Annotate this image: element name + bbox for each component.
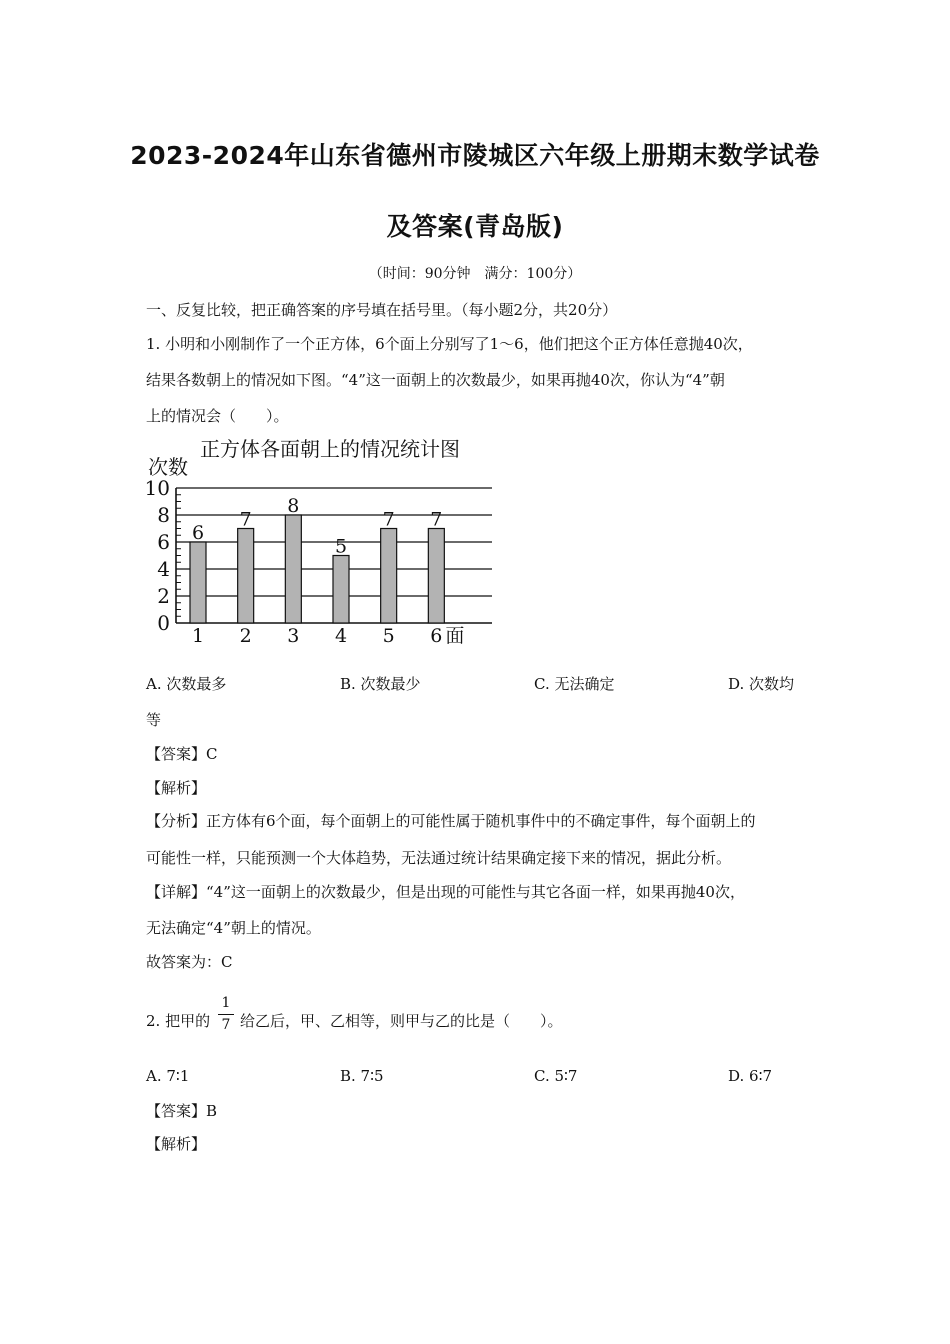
q1-option-c: C. 无法确定 bbox=[534, 675, 615, 693]
bar-value-label: 7 bbox=[382, 508, 395, 531]
q1-option-d-wrap: 等 bbox=[146, 711, 162, 729]
bar-value-label: 6 bbox=[191, 522, 205, 544]
q1-analysis-label: 【解析】 bbox=[146, 779, 207, 797]
chart-title: 正方体各面朝上的情况统计图 bbox=[200, 437, 460, 461]
q2-text-suffix: 给乙后，甲、乙相等，则甲与乙的比是（ ）。 bbox=[240, 1012, 563, 1030]
bar bbox=[428, 529, 444, 624]
q1-answer: 【答案】C bbox=[146, 745, 218, 763]
q1-option-a: A. 次数最多 bbox=[146, 675, 227, 693]
bar bbox=[238, 529, 254, 624]
q2-fraction-numerator: 1 bbox=[221, 995, 231, 1011]
q2-option-a: A. 7∶1 bbox=[146, 1067, 190, 1085]
y-tick-label: 4 bbox=[157, 557, 170, 581]
bar-value-label: 8 bbox=[287, 495, 300, 517]
section-heading: 一、反复比较，把正确答案的序号填在括号里。（每小题2分，共20分） bbox=[146, 301, 618, 319]
x-tick-label: 2 bbox=[239, 625, 252, 647]
q2-option-c: C. 5∶7 bbox=[534, 1067, 578, 1085]
chart-y-axis-label: 次数 bbox=[148, 455, 188, 479]
x-tick-label: 5 bbox=[382, 625, 395, 647]
x-axis-label: 面 bbox=[445, 625, 465, 647]
q1-detail-line-1: 【详解】“4”这一面朝上的次数最少，但是出现的可能性与其它各面一样，如果再抛40次， bbox=[146, 883, 745, 901]
y-tick-label: 6 bbox=[157, 530, 170, 554]
q1-option-d: D. 次数均 bbox=[728, 675, 795, 693]
bar bbox=[333, 556, 349, 624]
q2-fraction bbox=[218, 995, 234, 1034]
q1-text-line-2: 结果各数朝上的情况如下图。“4”这一面朝上的次数最少，如果再抛40次，你认为“4”朝 bbox=[146, 371, 725, 389]
q1-text-line-1: 1. 小明和小刚制作了一个正方体，6个面上分别写了1～6，他们把这个正方体任意抛40次， bbox=[146, 335, 753, 353]
x-tick-label: 1 bbox=[191, 625, 205, 647]
q2-fraction-bar bbox=[218, 1014, 234, 1015]
x-tick-label: 4 bbox=[334, 625, 348, 647]
bar bbox=[381, 529, 397, 624]
bar bbox=[190, 542, 206, 623]
bar-chart bbox=[140, 432, 510, 654]
bar-value-label: 5 bbox=[334, 535, 348, 558]
x-tick-label: 3 bbox=[287, 625, 300, 647]
q1-text-line-3: 上的情况会（ ）。 bbox=[146, 407, 289, 425]
bar-value-label: 7 bbox=[239, 508, 252, 531]
q2-option-d: D. 6∶7 bbox=[728, 1067, 773, 1085]
q1-analysis-line-1: 【分析】正方体有6个面，每个面朝上的可能性属于随机事件中的不确定事件，每个面朝上的 bbox=[146, 812, 756, 830]
q2-fraction-denominator: 7 bbox=[221, 1017, 231, 1033]
q1-analysis-line-2: 可能性一样，只能预测一个大体趋势，无法通过统计结果确定接下来的情况，据此分析。 bbox=[146, 849, 732, 867]
bar-value-label: 7 bbox=[430, 508, 443, 531]
x-tick-label: 6 bbox=[430, 625, 443, 647]
q1-detail-line-2: 无法确定“4”朝上的情况。 bbox=[146, 919, 321, 937]
page-title: 2023-2024年山东省德州市陵城区六年级上册期末数学试卷 bbox=[130, 141, 820, 170]
bar bbox=[285, 515, 301, 623]
y-tick-label: 10 bbox=[144, 476, 170, 500]
y-tick-label: 8 bbox=[157, 503, 170, 527]
y-tick-label: 2 bbox=[157, 584, 170, 608]
q2-answer: 【答案】B bbox=[146, 1102, 218, 1120]
q2-text-prefix: 2. 把甲的 bbox=[146, 1012, 211, 1030]
q2-analysis-label: 【解析】 bbox=[146, 1135, 207, 1153]
y-tick-label: 0 bbox=[157, 611, 170, 635]
q1-final-answer: 故答案为：C bbox=[146, 953, 233, 971]
q1-option-b: B. 次数最少 bbox=[340, 675, 421, 693]
page-subtitle: 及答案(青岛版) bbox=[386, 212, 564, 241]
q2-option-b: B. 7∶5 bbox=[340, 1067, 384, 1085]
exam-meta: （时间：90分钟 满分：100分） bbox=[368, 266, 582, 282]
